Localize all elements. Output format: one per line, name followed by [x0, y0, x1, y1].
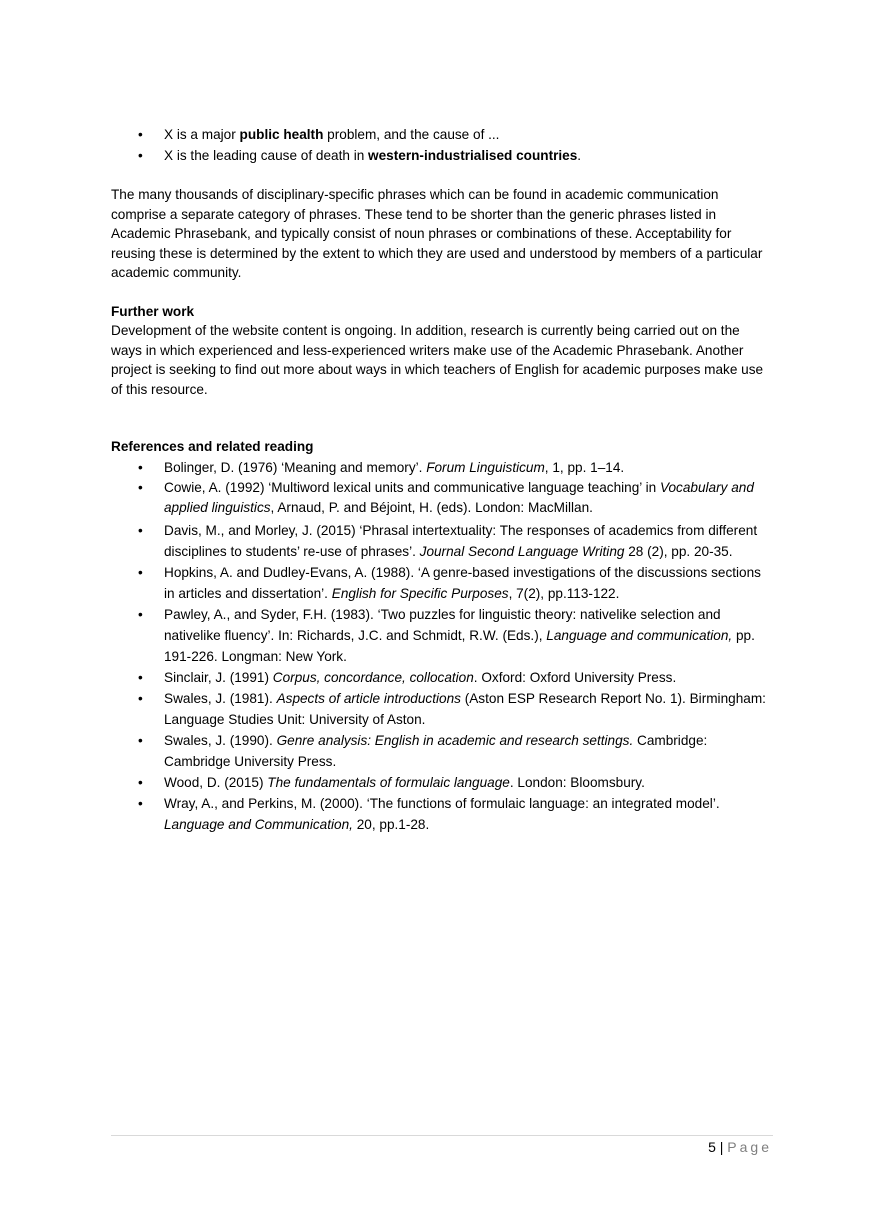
reference-item: • Hopkins, A. and Dudley-Evans, A. (1988). ‘A genre-based investigations of the discussions sections in articles and dissertation’. English for Specific Purposes, 7(2), pp.113-122.	[111, 562, 773, 604]
section-heading: Further work	[111, 303, 195, 319]
reference-item: • Swales, J. (1990). Genre analysis: English in academic and research settings. Cambridge: Cambridge University Press.	[111, 730, 773, 772]
intro-bullet-item: • X is the leading cause of death in western-industrialised countries.	[111, 145, 773, 166]
footer-divider	[111, 1135, 773, 1136]
intro-bullet-list	[111, 124, 773, 166]
reference-item: • Davis, M., and Morley, J. (2015) ‘Phrasal intertextuality: The responses of academics from different disciplines to students’ re-use of phrases’. Journal Second Language Writing 28 (2), pp. 20-35.	[111, 520, 773, 562]
references-list	[111, 457, 773, 835]
page-label: Page	[727, 1139, 772, 1155]
intro-bullet-item: • X is a major public health problem, and the cause of ...	[111, 124, 773, 145]
reference-item: • Cowie, A. (1992) ‘Multiword lexical units and communicative language teaching’ in Vocabulary and applied linguistics, Arnaud, P. and Béjoint, H. (eds). London: MacMillan.	[111, 478, 773, 518]
reference-item: • Pawley, A., and Syder, F.H. (1983). ‘Two puzzles for linguistic theory: nativelike selection and nativelike fluency’. In: Richards, J.C. and Schmidt, R.W. (Eds.), Language and communication, pp. 191-226. Longman: New York.	[111, 604, 773, 667]
reference-item: • Bolinger, D. (1976) ‘Meaning and memory’. Forum Linguisticum, 1, pp. 1–14.	[111, 457, 773, 478]
reference-item: • Wood, D. (2015) The fundamentals of formulaic language. London: Bloomsbury.	[111, 772, 773, 793]
reference-item: • Wray, A., and Perkins, M. (2000). ‘The functions of formulaic language: an integrated model’. Language and Communication, 20, pp.1-28.	[111, 793, 773, 835]
page-footer	[708, 1138, 772, 1156]
further-work-section	[111, 302, 773, 400]
document-page	[111, 124, 773, 835]
page-number: 5	[708, 1139, 716, 1155]
footer-separator: |	[719, 1139, 724, 1155]
further-work-text: Development of the website content is ongoing. In addition, research is currently being carried out on the ways in which experienced and less-experienced writers make use of the Academic Phrasebank. Another project is seeking to find out more about ways in which teachers of English for academic purposes make use of this resource.	[111, 323, 764, 397]
reference-item: • Swales, J. (1981). Aspects of article introductions (Aston ESP Research Report No. 1). Birmingham: Language Studies Unit: University of Aston.	[111, 688, 773, 730]
body-paragraph: The many thousands of disciplinary-specific phrases which can be found in academic communication comprise a separate category of phrases. These tend to be shorter than the generic phrases listed in Academic Phrasebank, and typically consist of noun phrases or combinations of these. Acceptability for reusing these is determined by the extent to which they are used and understood by members of a particular academic community.	[111, 187, 763, 280]
references-heading: References and related reading	[111, 439, 314, 454]
reference-item: • Sinclair, J. (1991) Corpus, concordance, collocation. Oxford: Oxford University Press.	[111, 667, 773, 688]
